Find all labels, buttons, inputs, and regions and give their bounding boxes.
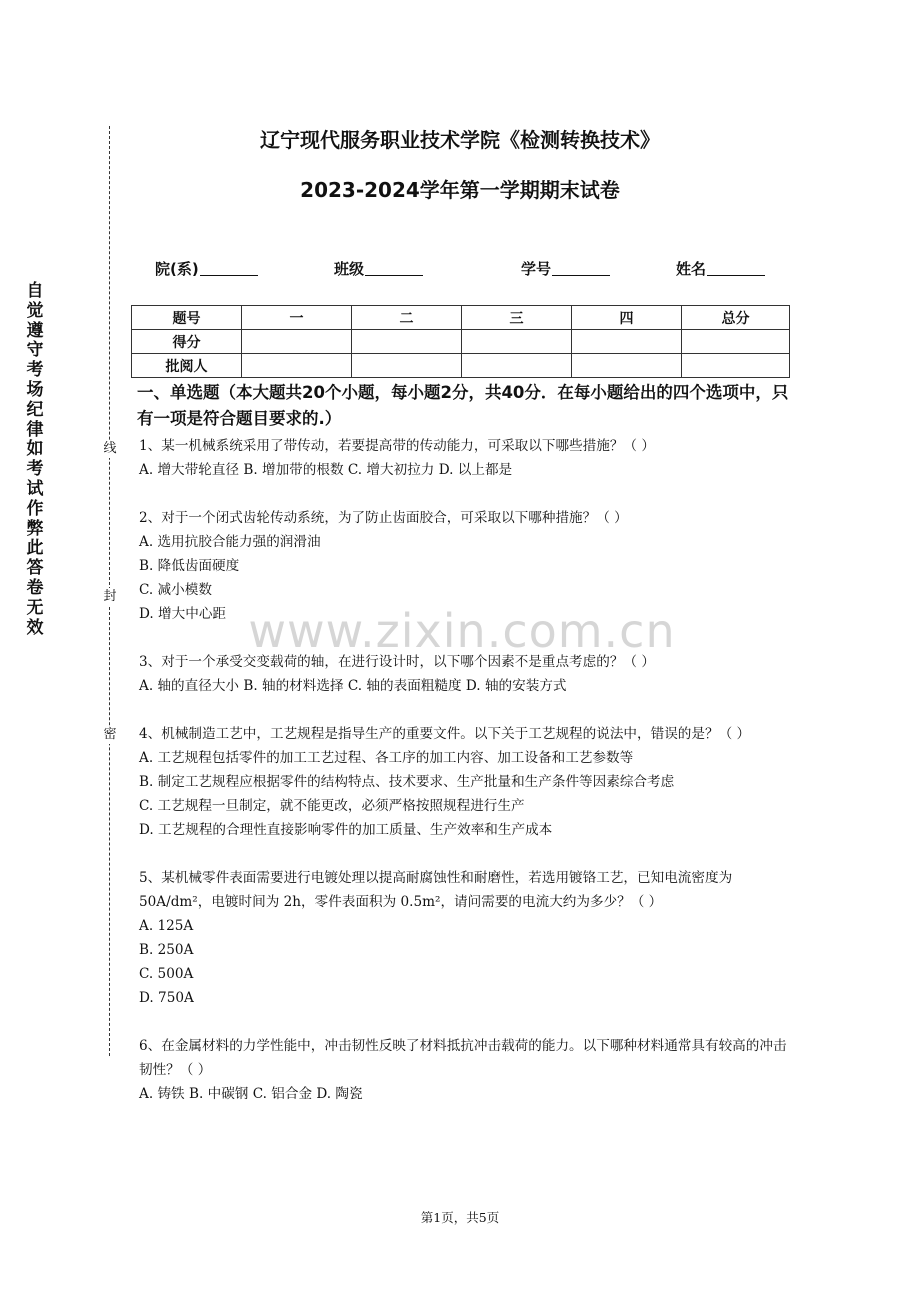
question-stem: 6、在金属材料的力学性能中，冲击韧性反映了材料抵抗冲击载荷的能力。以下哪种材料通常具有较高的冲击韧性？（ ） xyxy=(139,1038,787,1078)
watermark: www.zixin.com.cn xyxy=(248,604,676,658)
question-option: C. 500A xyxy=(139,966,194,982)
question-option: A. 125A xyxy=(139,918,194,934)
question-option: B. 降低齿面硬度 xyxy=(139,558,240,574)
question-stem: 5、某机械零件表面需要进行电镀处理以提高耐腐蚀性和耐磨性，若选用镀铬工艺，已知电流密度为 50A/dm²，电镀时间为 2h，零件表面积为 0.5m²，请问需要的电流大约为多少？（ ） xyxy=(139,870,733,910)
score-cell[interactable] xyxy=(242,330,352,354)
exam-content xyxy=(139,380,789,1106)
score-table xyxy=(131,305,790,378)
header-cell: 三 xyxy=(462,306,572,330)
score-cell[interactable] xyxy=(682,330,790,354)
exam-discipline-warning: 自觉遵守考场纪律如考试作弊此答卷无效 xyxy=(26,281,44,638)
question-stem: 2、对于一个闭式齿轮传动系统，为了防止齿面胶合，可采取以下哪种措施？（ ） xyxy=(139,510,628,526)
grader-cell[interactable] xyxy=(352,354,462,378)
grader-row xyxy=(132,354,790,378)
grader-cell[interactable] xyxy=(462,354,572,378)
question-item xyxy=(139,650,789,698)
grader-cell[interactable] xyxy=(572,354,682,378)
question-option: D. 增大中心距 xyxy=(139,606,227,622)
question-option: D. 750A xyxy=(139,990,194,1006)
score-cell[interactable] xyxy=(572,330,682,354)
class-blank[interactable] xyxy=(365,260,423,276)
question-item xyxy=(139,1034,789,1106)
header-cell: 二 xyxy=(352,306,462,330)
question-option: A. 工艺规程包括零件的加工工艺过程、各工序的加工内容、加工设备和工艺参数等 xyxy=(139,750,634,766)
department-label: 院(系) xyxy=(155,260,199,278)
header-cell: 四 xyxy=(572,306,682,330)
question-option: B. 250A xyxy=(139,942,194,958)
question-item xyxy=(139,506,789,626)
header-cell: 题号 xyxy=(132,306,242,330)
question-option: A. 选用抗胶合能力强的润滑油 xyxy=(139,534,321,550)
class-field xyxy=(334,258,423,279)
department-field xyxy=(155,258,258,279)
question-option: D. 工艺规程的合理性直接影响零件的加工质量、生产效率和生产成本 xyxy=(139,822,553,838)
student-id-field xyxy=(521,258,610,279)
row-label: 批阅人 xyxy=(132,354,242,378)
question-stem: 4、机械制造工艺中，工艺规程是指导生产的重要文件。以下关于工艺规程的说法中，错误的是？（ ） xyxy=(139,726,751,742)
question-item xyxy=(139,866,789,1010)
question-option: A. 增大带轮直径 B. 增加带的根数 C. 增大初拉力 D. 以上都是 xyxy=(139,462,513,478)
section-heading: 一、单选题（本大题共20个小题，每小题2分，共40分．在每小题给出的四个选项中，只有一项是符合题目要求的.） xyxy=(137,383,789,428)
score-row xyxy=(132,330,790,354)
question-option: C. 工艺规程一旦制定，就不能更改，必须严格按照规程进行生产 xyxy=(139,798,525,814)
page-footer: 第1页，共5页 xyxy=(420,1210,500,1225)
grader-cell[interactable] xyxy=(682,354,790,378)
name-field xyxy=(676,258,765,279)
binding-label-secret: 密 xyxy=(101,726,119,744)
question-stem: 1、某一机械系统采用了带传动，若要提高带的传动能力，可采取以下哪些措施？（ ） xyxy=(139,438,655,454)
question-option: A. 铸铁 B. 中碳钢 C. 铝合金 D. 陶瓷 xyxy=(139,1086,363,1102)
question-option: A. 轴的直径大小 B. 轴的材料选择 C. 轴的表面粗糙度 D. 轴的安装方式 xyxy=(139,678,567,694)
student-id-label: 学号 xyxy=(521,260,552,278)
name-blank[interactable] xyxy=(707,260,765,276)
student-id-blank[interactable] xyxy=(552,260,610,276)
name-label: 姓名 xyxy=(676,260,707,278)
grader-cell[interactable] xyxy=(242,354,352,378)
binding-label-line: 线 xyxy=(101,440,119,458)
header-cell: 总分 xyxy=(682,306,790,330)
exam-title: 辽宁现代服务职业技术学院《检测转换技术》 xyxy=(260,128,660,152)
question-item xyxy=(139,722,789,842)
department-blank[interactable] xyxy=(200,260,258,276)
score-cell[interactable] xyxy=(462,330,572,354)
question-option: C. 减小模数 xyxy=(139,582,212,598)
class-label: 班级 xyxy=(334,260,365,278)
student-info-row xyxy=(155,258,795,280)
binding-label-seal: 封 xyxy=(101,588,119,606)
score-header-row xyxy=(132,306,790,330)
header-cell: 一 xyxy=(242,306,352,330)
row-label: 得分 xyxy=(132,330,242,354)
question-stem: 3、对于一个承受交变载荷的轴，在进行设计时，以下哪个因素不是重点考虑的？（ ） xyxy=(139,654,655,670)
question-item xyxy=(139,434,789,482)
score-cell[interactable] xyxy=(352,330,462,354)
question-option: B. 制定工艺规程应根据零件的结构特点、技术要求、生产批量和生产条件等因素综合考虑 xyxy=(139,774,675,790)
exam-subtitle: 2023-2024学年第一学期期末试卷 xyxy=(300,178,620,202)
